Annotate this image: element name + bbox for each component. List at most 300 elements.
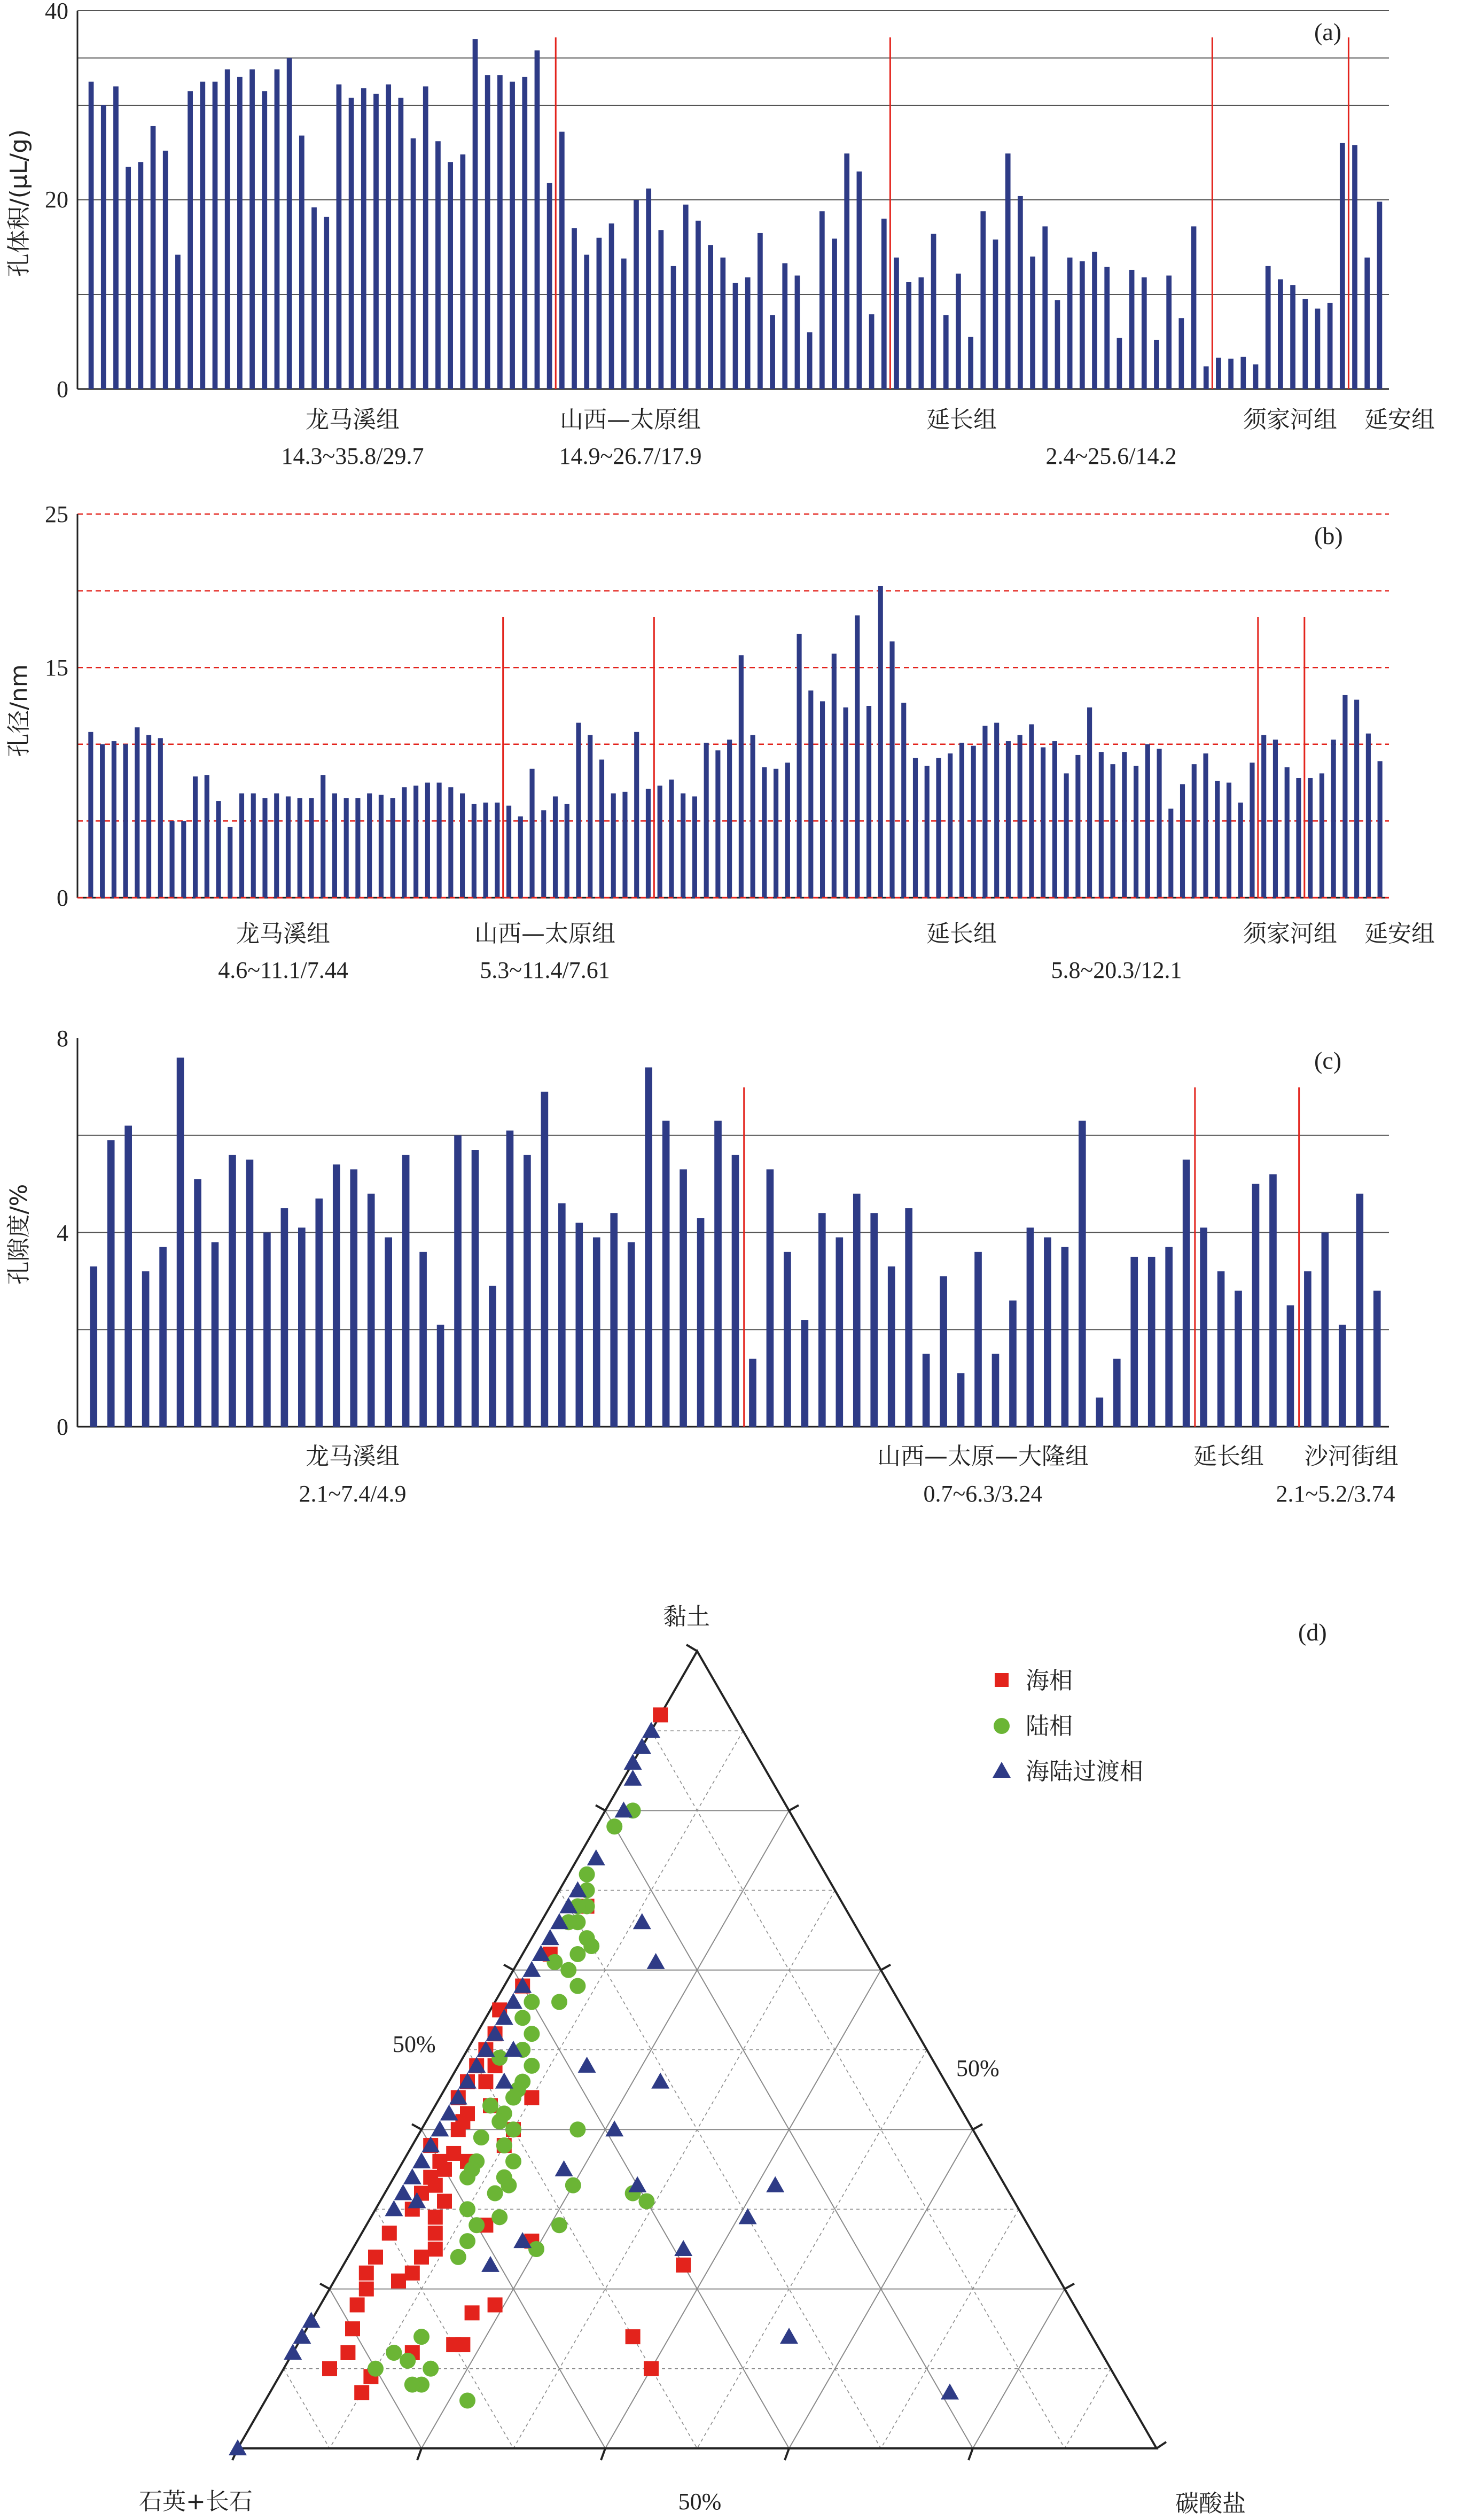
transitional-triangle-point-43	[941, 2384, 959, 2400]
bar-8	[175, 255, 181, 389]
continental-circle-point-33	[638, 2193, 654, 2209]
bar-74	[936, 758, 941, 898]
marine-square-point-35	[405, 2266, 420, 2281]
bar-9	[188, 91, 193, 389]
bar-75	[948, 753, 952, 898]
panel-a-pore-volume-chart	[5, 0, 1435, 469]
bar-24	[355, 798, 360, 898]
bar-35	[483, 803, 488, 898]
bar-101	[1328, 303, 1333, 389]
bar-22	[349, 98, 354, 389]
bar-56	[1044, 1238, 1051, 1427]
bar-33	[645, 1068, 652, 1427]
ternary-triangle-frame	[238, 1651, 1157, 2448]
marine-square-point-39	[437, 2194, 452, 2208]
transitional-triangle-point-27	[385, 2200, 403, 2216]
panel-b-group-yanchang: 延长组	[926, 920, 997, 947]
bar-33	[485, 75, 490, 389]
bar-78	[1042, 227, 1048, 389]
bar-20	[309, 798, 314, 898]
grid-carbonate-90	[1065, 2369, 1111, 2448]
continental-circle-point-20	[487, 2185, 503, 2202]
tick-right-80	[1065, 2284, 1074, 2289]
bar-62	[1148, 1257, 1155, 1427]
transitional-triangle-point-33	[578, 2057, 596, 2073]
continental-circle-point-31	[565, 2177, 581, 2194]
bar-102	[1340, 143, 1345, 389]
bar-100	[1315, 309, 1321, 389]
bar-58	[795, 276, 800, 389]
bar-98	[1215, 781, 1220, 898]
bar-77	[971, 746, 976, 898]
marine-square-point-24	[350, 2297, 365, 2312]
bar-61	[1130, 1257, 1138, 1427]
transitional-triangle-point-30	[284, 2344, 302, 2360]
bar-37	[506, 806, 511, 898]
tick-apex-top	[686, 1645, 697, 1651]
legend-continental-marker	[994, 1718, 1010, 1734]
marine-square-point-33	[455, 2337, 470, 2352]
bar-40	[767, 1169, 774, 1427]
bar-64	[869, 314, 875, 389]
bar-65	[881, 219, 887, 389]
transitional-triangle-point-6	[587, 1849, 605, 1865]
bar-19	[402, 1155, 410, 1427]
bar-110	[1354, 700, 1359, 898]
continental-circle-point-16	[505, 2121, 521, 2137]
bar-32	[448, 787, 453, 898]
marine-square-point-37	[428, 2242, 443, 2257]
bar-40	[541, 810, 546, 898]
ternary-apex-carbonate-label: 碳酸盐	[1175, 2490, 1246, 2517]
bar-105	[1377, 202, 1383, 389]
transitional-triangle-point-12	[522, 1961, 541, 1977]
tick-right-20	[789, 1805, 799, 1810]
bar-34	[472, 804, 477, 898]
panel-a-group-xujiahe: 须家河组	[1243, 406, 1337, 433]
bar-79	[994, 723, 999, 898]
bar-71	[901, 703, 906, 898]
continental-circle-point-29	[473, 2129, 489, 2145]
bar-53	[692, 796, 697, 898]
bar-102	[1261, 735, 1266, 898]
bar-42	[597, 238, 602, 389]
bar-58	[751, 735, 755, 898]
bar-48	[634, 732, 639, 898]
marine-square-point-49	[437, 2162, 452, 2177]
bar-73	[980, 211, 986, 389]
tick-right-40	[881, 1965, 891, 1970]
bar-89	[1111, 764, 1115, 898]
bar-25	[506, 1131, 514, 1427]
marine-square-point-34	[391, 2274, 406, 2289]
bar-28	[423, 87, 428, 389]
panel-a-range-longmaxi: 14.3~35.8/29.7	[281, 443, 424, 469]
bar-97	[1278, 279, 1283, 389]
bar-25	[367, 794, 372, 898]
transitional-triangle-point-3	[624, 1754, 642, 1770]
bar-24	[489, 1286, 496, 1427]
bar-103	[1352, 145, 1357, 389]
bar-18	[286, 796, 291, 898]
bar-8	[212, 1242, 219, 1427]
transitional-triangle-point-14	[504, 1993, 522, 2009]
bar-41	[784, 1252, 791, 1427]
bar-55	[758, 233, 763, 389]
bar-1	[90, 1266, 97, 1427]
panel-b-group-yanan: 延安组	[1364, 920, 1435, 947]
transitional-triangle-point-40	[766, 2176, 784, 2192]
bar-36	[495, 803, 499, 898]
bar-9	[229, 1155, 236, 1427]
bar-78	[982, 726, 987, 898]
bar-65	[1200, 1227, 1207, 1427]
bar-58	[1079, 1121, 1086, 1427]
panel-b-y-label: 孔径/nm	[5, 664, 33, 757]
panel-c-group-yanchang: 延长组	[1193, 1443, 1264, 1470]
bar-27	[541, 1092, 549, 1427]
bar-39	[559, 132, 565, 389]
bar-76	[959, 743, 964, 898]
bar-66	[843, 707, 848, 898]
bar-73	[925, 766, 930, 898]
bar-69	[931, 234, 936, 389]
bar-14	[315, 1199, 323, 1427]
bar-57	[739, 655, 744, 898]
bar-96	[1266, 266, 1271, 389]
panel-b-group-longmaxi: 龙马溪组	[236, 920, 330, 947]
bar-66	[1217, 1271, 1225, 1427]
bar-45	[853, 1194, 861, 1427]
bar-29	[435, 141, 441, 389]
bar-18	[299, 136, 305, 389]
bar-86	[1075, 755, 1080, 898]
bar-12	[225, 69, 230, 389]
continental-circle-point-39	[482, 2097, 498, 2113]
bar-68	[918, 277, 924, 389]
bar-10	[246, 1160, 254, 1427]
tick-left-20	[320, 2284, 330, 2289]
bar-81	[1080, 261, 1085, 389]
bar-21	[337, 84, 342, 389]
bar-105	[1296, 778, 1301, 898]
panel-a-ytick-40: 40	[45, 0, 68, 24]
bar-90	[1122, 752, 1127, 898]
panel-a-group-longmaxi: 龙马溪组	[306, 406, 400, 433]
bar-57	[782, 263, 787, 389]
bar-50	[940, 1276, 947, 1427]
transitional-triangle-point-44	[481, 2256, 499, 2272]
bar-112	[1378, 761, 1383, 898]
bar-34	[497, 75, 503, 389]
bar-29	[413, 785, 418, 898]
bar-21	[437, 1325, 444, 1427]
bar-17	[274, 794, 279, 898]
tick-left-60	[504, 1965, 513, 1970]
bar-56	[727, 740, 732, 898]
bar-44	[836, 1238, 843, 1427]
bar-73	[1339, 1325, 1346, 1427]
bar-53	[733, 283, 738, 389]
ternary-right-50-label: 50%	[956, 2055, 1000, 2081]
bar-37	[535, 50, 540, 389]
bar-52	[681, 794, 685, 898]
bar-2	[100, 744, 105, 898]
bar-85	[1064, 773, 1069, 898]
bar-52	[720, 258, 725, 389]
marine-square-point-53	[676, 2258, 691, 2273]
bar-1	[89, 82, 94, 389]
bar-11	[213, 82, 218, 389]
continental-circle-point-28	[510, 2082, 526, 2098]
bar-61	[785, 763, 790, 898]
bar-81	[1018, 735, 1022, 898]
marine-square-point-47	[455, 2114, 470, 2129]
marine-square-point-26	[340, 2345, 355, 2360]
marine-square-point-22	[359, 2266, 374, 2281]
transitional-triangle-point-26	[394, 2184, 412, 2200]
bar-23	[361, 88, 366, 389]
continental-circle-point-38	[464, 2161, 480, 2177]
legend-transitional-marker	[993, 1762, 1011, 1778]
continental-circle-point-12	[524, 2058, 540, 2074]
bar-26	[524, 1155, 531, 1427]
bar-71	[1304, 1271, 1311, 1427]
bar-63	[1165, 1247, 1173, 1427]
bar-17	[287, 58, 292, 390]
continental-circle-point-42	[569, 1946, 585, 1962]
panel-c-ytick-8: 8	[57, 1025, 68, 1052]
bar-99	[1227, 783, 1231, 898]
bar-59	[762, 767, 767, 898]
legend-marine-label: 海相	[1026, 1667, 1073, 1694]
bar-15	[333, 1164, 340, 1427]
bar-86	[1142, 277, 1147, 389]
marine-square-point-29	[354, 2385, 369, 2400]
continental-circle-point-24	[450, 2249, 466, 2265]
continental-circle-point-43	[551, 1994, 567, 2010]
bar-51	[957, 1373, 965, 1427]
marine-square-point-27	[322, 2361, 337, 2376]
bar-51	[708, 245, 713, 389]
bar-64	[820, 701, 825, 898]
bar-106	[1308, 778, 1313, 898]
marine-square-point-19	[428, 2210, 443, 2225]
bar-83	[1104, 267, 1110, 389]
bar-23	[472, 1150, 479, 1427]
bar-30	[425, 783, 430, 898]
marine-square-point-45	[478, 2074, 493, 2089]
bar-4	[123, 744, 128, 898]
tick-bottom-20	[417, 2448, 421, 2460]
ternary-left-50-label: 50%	[393, 2031, 436, 2057]
bar-23	[344, 798, 349, 898]
panel-b-ytick-15: 15	[45, 655, 68, 681]
transitional-triangle-point-1	[642, 1722, 660, 1738]
bar-74	[993, 239, 998, 389]
bar-83	[1041, 748, 1045, 898]
bar-97	[1203, 753, 1208, 898]
bar-76	[1018, 196, 1023, 389]
continental-circle-point-37	[501, 2177, 517, 2194]
transitional-triangle-point-47	[633, 1913, 651, 1929]
panel-c-group-longmaxi: 龙马溪组	[306, 1443, 400, 1470]
panel-b-group-xujiahe: 须家河组	[1243, 920, 1337, 947]
bar-13	[298, 1227, 306, 1427]
bar-43	[576, 723, 581, 898]
bar-45	[599, 760, 604, 898]
bar-43	[609, 223, 614, 389]
grid-carbonate-10	[330, 1731, 743, 2448]
ternary-grid	[284, 1731, 1111, 2448]
continental-circle-point-7	[560, 1962, 576, 1978]
bar-43	[818, 1213, 826, 1427]
bar-68	[1252, 1184, 1260, 1427]
bar-35	[510, 82, 515, 389]
bar-103	[1273, 740, 1278, 898]
continental-circle-point-41	[583, 1938, 599, 1954]
bar-100	[1238, 803, 1243, 898]
bar-92	[1216, 358, 1221, 389]
transitional-triangle-point-42	[780, 2328, 798, 2344]
bar-69	[878, 586, 883, 898]
bar-72	[1322, 1233, 1329, 1427]
bar-70	[1287, 1305, 1294, 1427]
transitional-triangle-point-36	[651, 2073, 669, 2089]
bar-39	[529, 769, 534, 898]
grid-quartz-10	[651, 1731, 1065, 2448]
panel-c-group-shahejie: 沙河街组	[1305, 1443, 1399, 1470]
bar-54	[704, 743, 709, 898]
bar-111	[1366, 734, 1371, 898]
bar-13	[237, 77, 243, 389]
bar-55	[715, 750, 720, 898]
bar-59	[1096, 1397, 1103, 1427]
transitional-triangle-point-2	[633, 1738, 651, 1754]
ternary-apex-clay-label: 黏土	[663, 1603, 710, 1630]
bar-77	[1030, 256, 1035, 389]
bar-64	[1183, 1160, 1190, 1427]
bar-48	[905, 1208, 912, 1427]
panel-b-group-shanxi-taiyuan: 山西—太原组	[474, 920, 615, 947]
bar-49	[923, 1354, 930, 1427]
bar-41	[584, 255, 589, 389]
panel-a-ytick-0: 0	[57, 376, 68, 402]
bar-45	[634, 200, 639, 389]
bar-95	[1180, 784, 1185, 898]
bar-54	[745, 277, 751, 389]
bar-91	[1204, 367, 1209, 389]
marine-square-point-54	[644, 2361, 659, 2376]
bar-8	[169, 821, 174, 898]
bar-75	[1373, 1291, 1381, 1427]
continental-circle-point-53	[368, 2361, 384, 2377]
panel-b-range-yanchang: 5.8~20.3/12.1	[1051, 957, 1182, 983]
bar-47	[658, 230, 663, 389]
bar-28	[558, 1203, 566, 1427]
legend-marine-marker	[995, 1673, 1009, 1687]
bar-62	[797, 634, 802, 898]
bar-38	[732, 1155, 739, 1427]
bar-16	[350, 1169, 357, 1427]
bar-2	[107, 1140, 115, 1427]
panel-d-label: (d)	[1298, 1619, 1327, 1646]
bar-50	[696, 221, 701, 389]
bar-15	[262, 91, 267, 389]
bar-98	[1290, 285, 1295, 389]
panel-a-ytick-20: 20	[45, 186, 68, 213]
legend-transitional-label: 海陆过渡相	[1026, 1758, 1143, 1785]
bar-9	[181, 821, 186, 898]
bar-3	[124, 1126, 132, 1427]
bar-51	[669, 780, 674, 898]
bar-50	[658, 785, 662, 898]
bar-72	[913, 758, 918, 898]
ternary-legend	[993, 1667, 1143, 1785]
transitional-triangle-point-46	[495, 2073, 513, 2089]
panel-a-range-shanxi-taiyuan: 14.9~26.7/17.9	[559, 443, 702, 469]
bar-88	[1099, 752, 1104, 898]
marine-square-point-23	[359, 2282, 374, 2297]
bar-11	[205, 775, 209, 898]
bar-19	[298, 798, 302, 898]
panel-a-range-yanchang: 2.4~25.6/14.2	[1045, 443, 1177, 469]
continental-circle-point-50	[423, 2361, 439, 2377]
bar-5	[135, 727, 139, 898]
bar-6	[146, 735, 151, 898]
bar-84	[1117, 338, 1122, 389]
tick-left-40	[412, 2124, 421, 2129]
bar-70	[943, 315, 949, 389]
transitional-triangle-point-22	[431, 2120, 449, 2136]
bar-49	[646, 789, 651, 898]
transitional-triangle-point-37	[605, 2120, 623, 2136]
bar-107	[1320, 773, 1324, 898]
bar-54	[1009, 1301, 1017, 1427]
bar-20	[419, 1252, 427, 1427]
bar-87	[1087, 707, 1092, 898]
bar-69	[1269, 1174, 1277, 1427]
continental-circle-point-8	[524, 1994, 540, 2010]
panel-a-group-yanchang: 延长组	[926, 406, 997, 433]
bar-2	[101, 105, 106, 389]
grid-quartz-30	[559, 1891, 881, 2448]
bar-42	[801, 1320, 809, 1427]
transitional-triangle-point-24	[412, 2152, 431, 2168]
bar-31	[610, 1213, 618, 1427]
panel-c-label: (c)	[1314, 1047, 1342, 1074]
bar-70	[889, 641, 894, 898]
marine-square-point-52	[626, 2329, 641, 2344]
bar-80	[1006, 741, 1011, 898]
transitional-triangle-point-35	[647, 1953, 665, 1969]
bar-49	[683, 205, 689, 389]
continental-circle-point-55	[404, 2377, 420, 2393]
bar-80	[1067, 258, 1073, 389]
bar-67	[906, 282, 911, 389]
bar-26	[398, 98, 403, 389]
transitional-triangle-point-28	[302, 2312, 321, 2328]
continental-circle-point-49	[386, 2345, 402, 2361]
bar-38	[547, 183, 552, 389]
grid-carbonate-80	[973, 2289, 1065, 2448]
bar-57	[1061, 1247, 1069, 1427]
bar-36	[697, 1218, 705, 1427]
bar-63	[857, 172, 862, 389]
bar-27	[391, 798, 395, 898]
continental-circle-point-27	[491, 2113, 508, 2129]
panel-b-range-longmaxi: 4.6~11.1/7.44	[218, 957, 348, 983]
